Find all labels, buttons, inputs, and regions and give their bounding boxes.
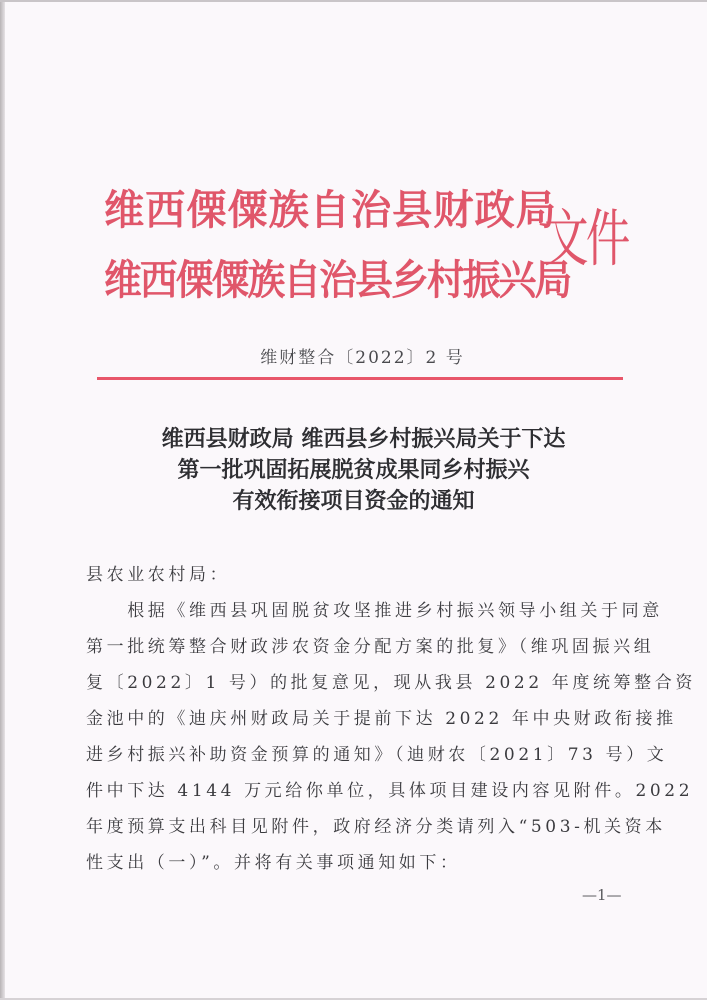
notice-title	[0, 424, 707, 517]
red-divider-line	[97, 377, 623, 380]
body-line-6: 件中下达 4144 万元给你单位，具体项目建设内容见附件。2022	[86, 781, 694, 801]
body-line-1: 根据《维西县巩固脱贫攻坚推进乡村振兴领导小组关于同意	[86, 601, 663, 621]
notice-title-line-2: 第一批巩固拓展脱贫成果同乡村振兴	[177, 457, 530, 483]
notice-title-line-3: 有效衔接项目资金的通知	[232, 488, 475, 514]
page-number: —1—	[582, 886, 622, 904]
notice-title-line-1: 维西县财政局 维西县乡村振兴局关于下达	[161, 426, 566, 452]
issuer-finance-bureau: 维西傈僳族自治县财政局	[104, 186, 557, 234]
body-line-5: 进乡村振兴补助资金预算的通知》（迪财农〔2021〕73 号）文	[86, 745, 668, 765]
scan-edge-top	[0, 0, 707, 2]
body-line-7: 年度预算支出科目见附件，政府经济分类请列入“503-机关资本	[86, 817, 666, 837]
document-type-label: 文件	[544, 202, 628, 275]
document-number: 维财整合〔2022〕2 号	[260, 348, 465, 368]
body-line-3: 复〔2022〕1 号）的批复意见，现从我县 2022 年度统筹整合资	[86, 673, 696, 693]
body-line-4: 金池中的《迪庆州财政局关于提前下达 2022 年中央财政衔接推	[86, 709, 677, 729]
issuer-rural-revitalization-bureau: 维西傈僳族自治县乡村振兴局	[104, 256, 571, 304]
body-line-2: 第一批统筹整合财政涉农资金分配方案的批复》（维巩固振兴组	[86, 637, 655, 657]
body-line-8: 性支出（一）”。并将有关事项通知如下：	[86, 853, 461, 873]
recipient-line: 县农业农村局：	[86, 565, 231, 585]
